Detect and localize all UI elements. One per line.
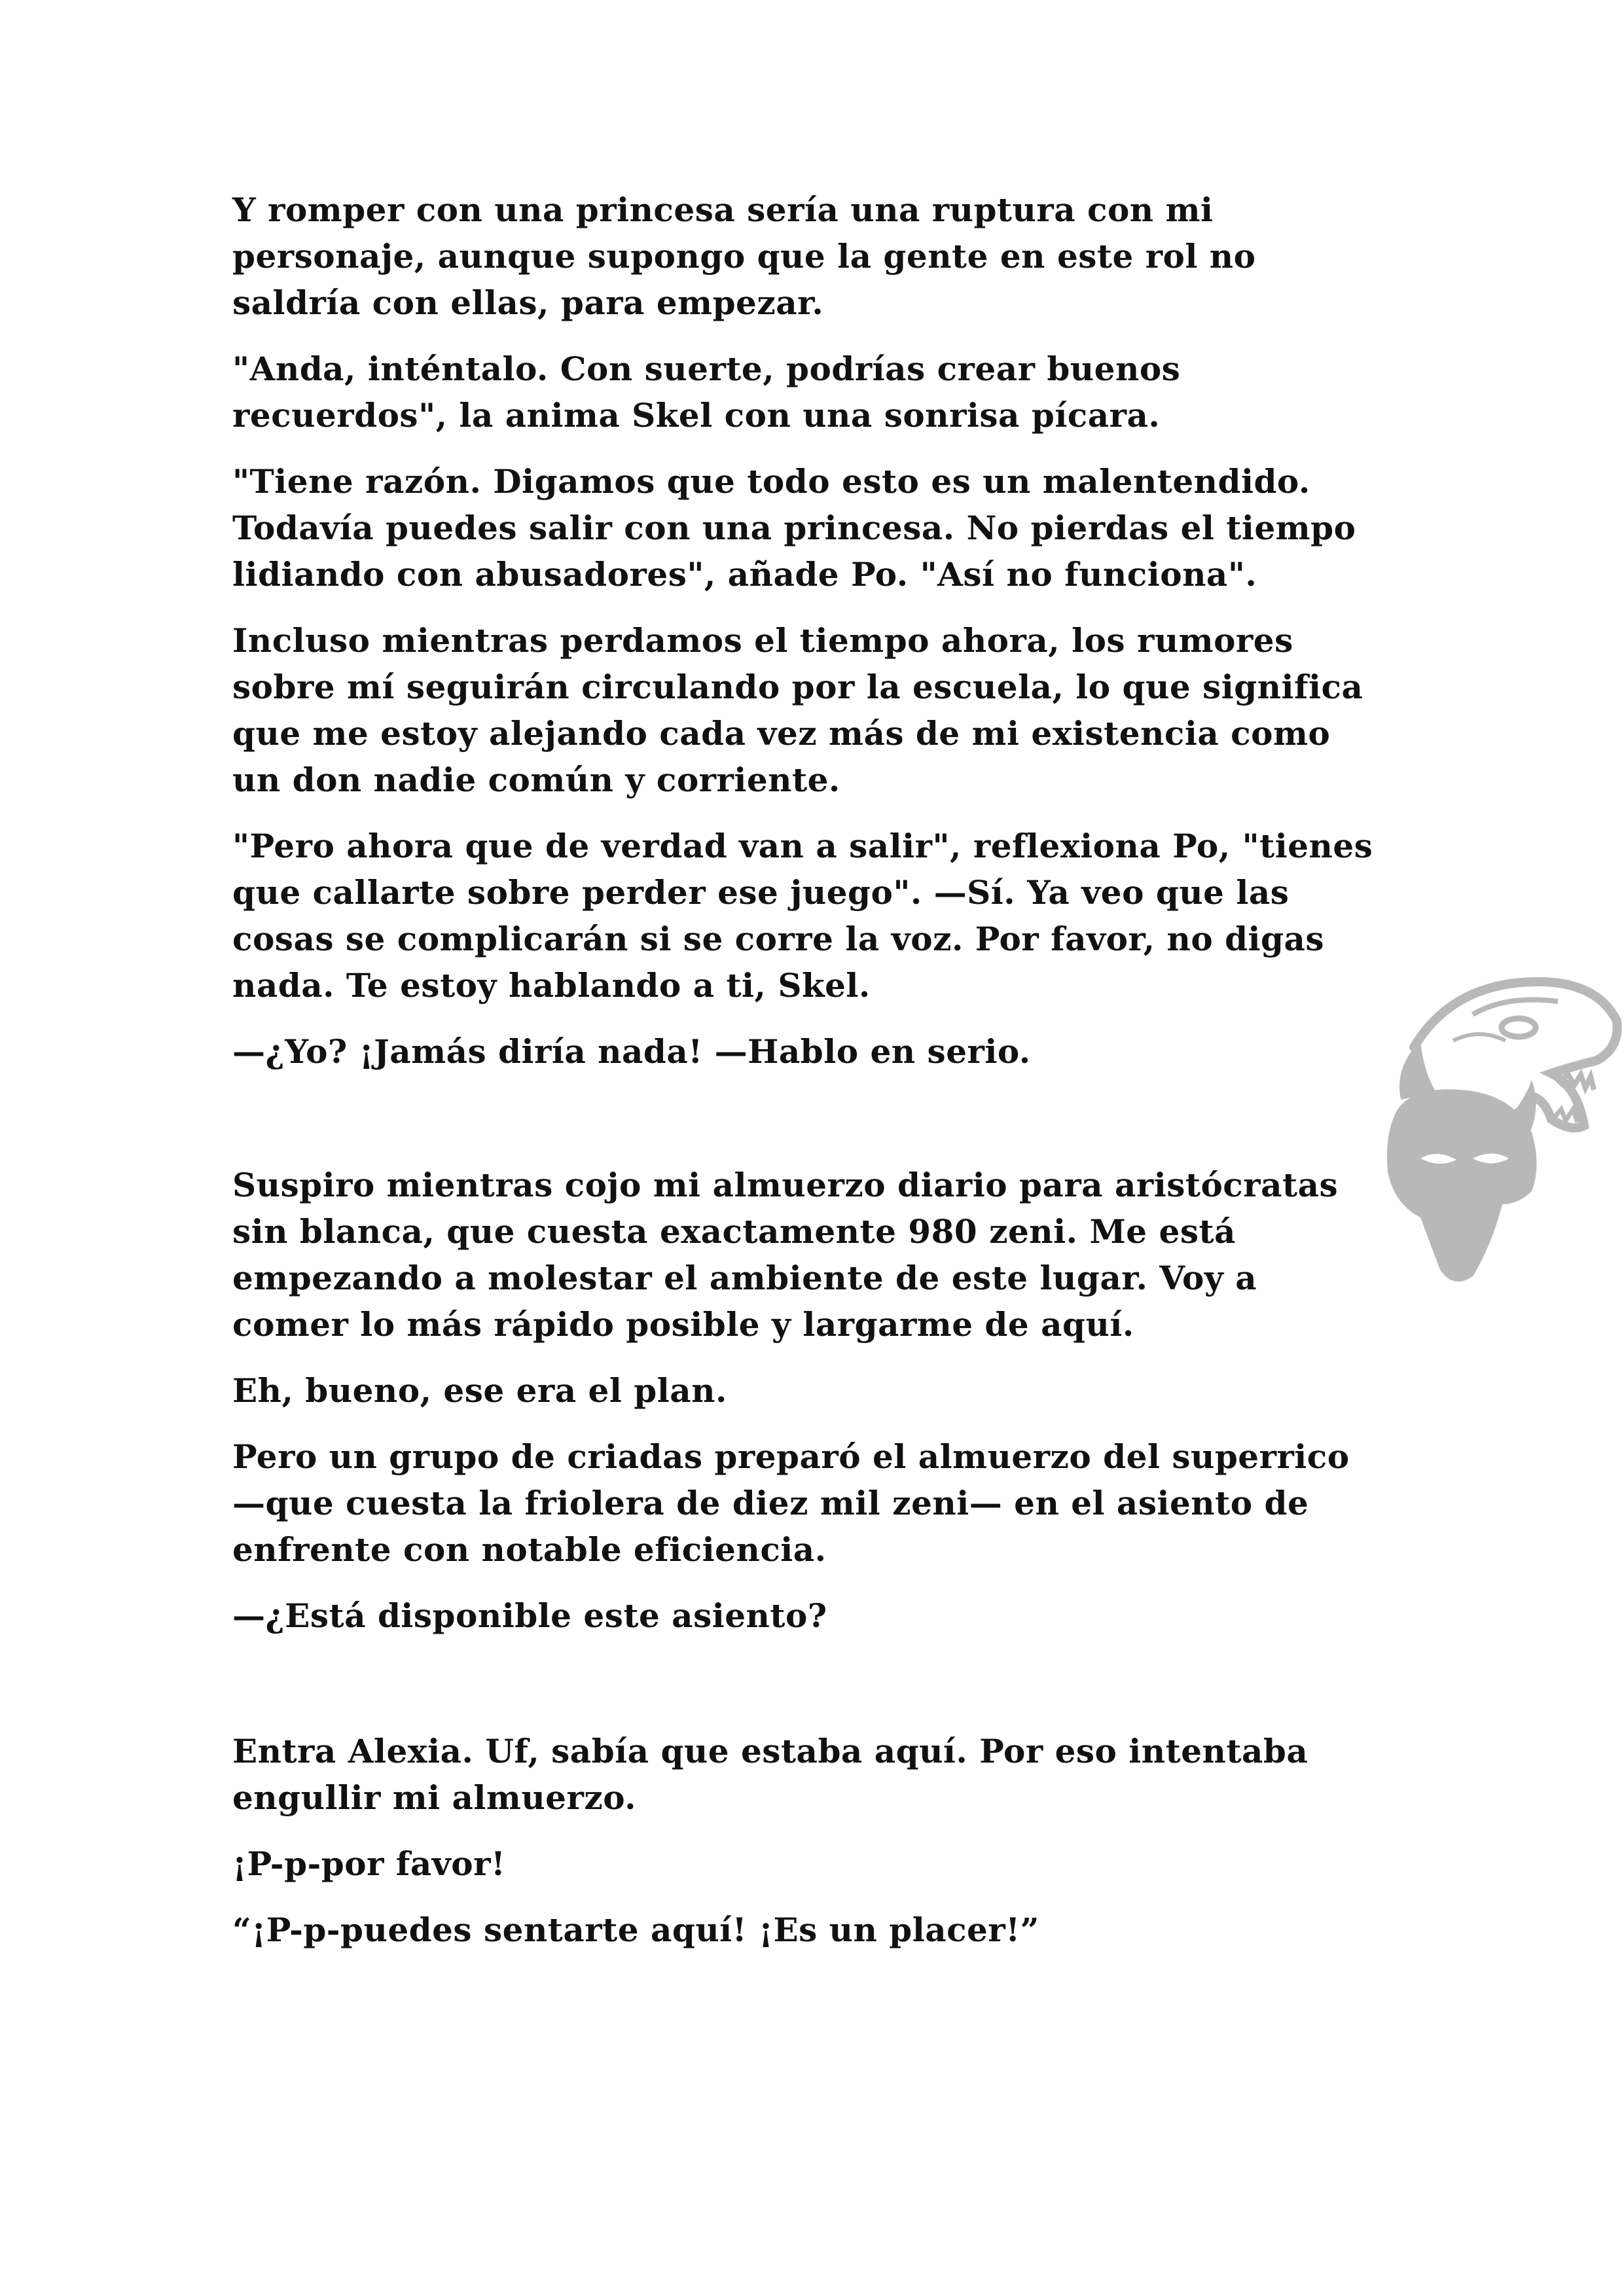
paragraph: Entra Alexia. Uf, sabía que estaba aquí. Por eso intentaba engullir mi almuerzo. <box>232 1732 1308 1817</box>
dinosaur-skull-watermark-icon <box>1375 969 1623 1296</box>
text-section-3 <box>232 1728 1384 1953</box>
paragraph: "Anda, inténtalo. Con suerte, podrías crear buenos recuerdos", la anima Skel con una sonrisa pícara. <box>232 350 1181 435</box>
paragraph: "Pero ahora que de verdad van a salir", reflexiona Po, "tienes que callarte sobre perder ese juego". —Sí. Ya veo que las cosas se complicarán si se corre la voz. Por favor, no digas nada. Te estoy hablando a ti, Skel. <box>232 827 1373 1005</box>
paragraph: Y romper con una princesa sería una ruptura con mi personaje, aunque supongo que la gente en este rol no saldría con ellas, para empezar. <box>232 190 1256 322</box>
text-section-2 <box>232 1162 1384 1639</box>
text-section-1 <box>232 187 1384 1075</box>
paragraph: "Tiene razón. Digamos que todo esto es un malentendido. Todavía puedes salir con una princesa. No pierdas el tiempo lidiando con abusadores", añade Po. "Así no funciona". <box>232 462 1356 594</box>
paragraph: “¡P-p-puedes sentarte aquí! ¡Es un placer!” <box>232 1910 1039 1949</box>
paragraph: ¡P-p-por favor! <box>232 1844 506 1883</box>
paragraph: Suspiro mientras cojo mi almuerzo diario para aristócratas sin blanca, que cuesta exactamente 980 zeni. Me está empezando a molestar el ambiente de este lugar. Voy a comer lo más rápido posible y largarme de aquí. <box>232 1166 1339 1344</box>
paragraph: Pero un grupo de criadas preparó el almuerzo del superrico —que cuesta la friolera de diez mil zeni— en el asiento de enfrente con notable eficiencia. <box>232 1437 1350 1569</box>
paragraph: —¿Yo? ¡Jamás diría nada! —Hablo en serio. <box>232 1032 1031 1071</box>
paragraph: —¿Está disponible este asiento? <box>232 1596 827 1635</box>
paragraph: Eh, bueno, ese era el plan. <box>232 1371 727 1410</box>
paragraph: Incluso mientras perdamos el tiempo ahora, los rumores sobre mí seguirán circulando por la escuela, lo que significa que me estoy alejando cada vez más de mi existencia como un don nadie común y corriente. <box>232 621 1363 799</box>
